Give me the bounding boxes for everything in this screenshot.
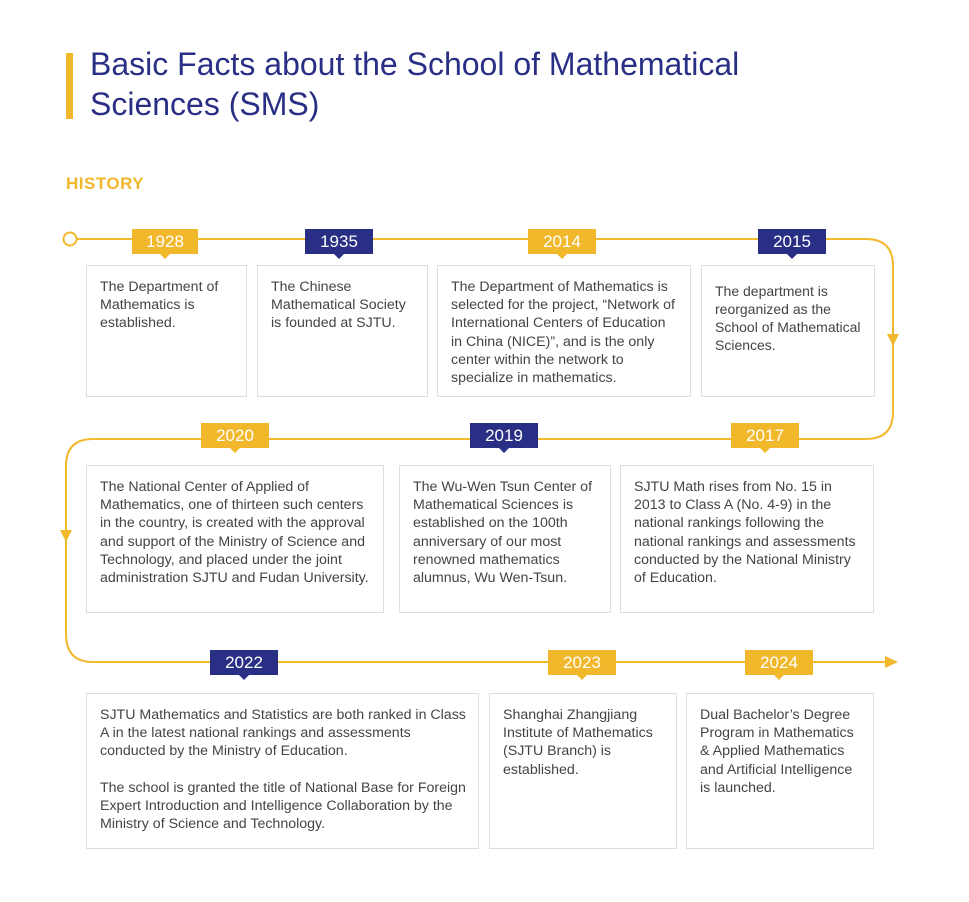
event-text: Dual Bachelor’s Degree Program in Mathematics & Applied Mathematics and Artificial Intelligence is launched. xyxy=(700,707,854,796)
page-title: Basic Facts about the School of Mathematical Sciences (SMS) xyxy=(90,46,740,122)
event-text: The Chinese Mathematical Society is founded at SJTU. xyxy=(271,279,406,332)
timeline-arrow-end xyxy=(885,656,898,668)
event-card-2024 xyxy=(686,693,874,849)
year-tag-1928: 1928 xyxy=(132,229,198,254)
timeline-start-marker xyxy=(64,233,77,246)
year-tag-1935: 1935 xyxy=(305,229,373,254)
year-tag-2020: 2020 xyxy=(201,423,269,448)
year-tag-2023: 2023 xyxy=(548,650,616,675)
event-text: Shanghai Zhangjiang Institute of Mathematics (SJTU Branch) is established. xyxy=(503,707,653,778)
year-tag-2024: 2024 xyxy=(745,650,813,675)
year-tag-2015: 2015 xyxy=(758,229,826,254)
event-text: The department is reorganized as the School of Mathematical Sciences. xyxy=(715,283,861,353)
event-text: The school is granted the title of National Base for Foreign Expert Introduction and Intelligence Collaboration by the Ministry of Science and Technology. xyxy=(100,779,466,833)
event-card-2019 xyxy=(399,465,611,613)
event-card-2023 xyxy=(489,693,677,849)
event-card-2014 xyxy=(437,265,691,397)
year-tag-2017: 2017 xyxy=(731,423,799,448)
event-text: The Department of Mathematics is selected for the project, “Network of International Centers of Education in China (NICE)”, and is the only center within the network to specialize in mathematics. xyxy=(451,279,675,387)
timeline-arrow-down-right xyxy=(887,334,899,346)
event-card-2022 xyxy=(86,693,479,849)
event-text: The Department of Mathematics is established. xyxy=(100,279,219,332)
event-card-2020 xyxy=(86,465,384,613)
timeline-arrow-down-left xyxy=(60,530,72,542)
event-text: The National Center of Applied of Mathematics, one of thirteen such centers in the country, is created with the approval and support of the Ministry of Science and Technology, and placed under the joint administration SJTU and Fudan University. xyxy=(100,479,369,587)
event-card-2015 xyxy=(701,265,875,397)
year-tag-2019: 2019 xyxy=(470,423,538,448)
year-tag-2014: 2014 xyxy=(528,229,596,254)
event-card-1935 xyxy=(257,265,428,397)
section-heading-history: HISTORY xyxy=(66,174,145,193)
event-text: SJTU Math rises from No. 15 in 2013 to Class A (No. 4-9) in the national rankings following the national rankings and assessments conducted by the National Ministry of Education. xyxy=(634,479,856,587)
event-card-2017 xyxy=(620,465,874,613)
year-tag-2022: 2022 xyxy=(210,650,278,675)
event-text: SJTU Mathematics and Statistics are both ranked in Class A in the latest national rankings and assessments conducted by the Ministry of Education. xyxy=(100,707,466,760)
event-card-1928 xyxy=(86,265,247,397)
event-text: The Wu-Wen Tsun Center of Mathematical Sciences is established on the 100th anniversary of our most renowned mathematics alumnus, Wu Wen-Tsun. xyxy=(413,479,593,587)
